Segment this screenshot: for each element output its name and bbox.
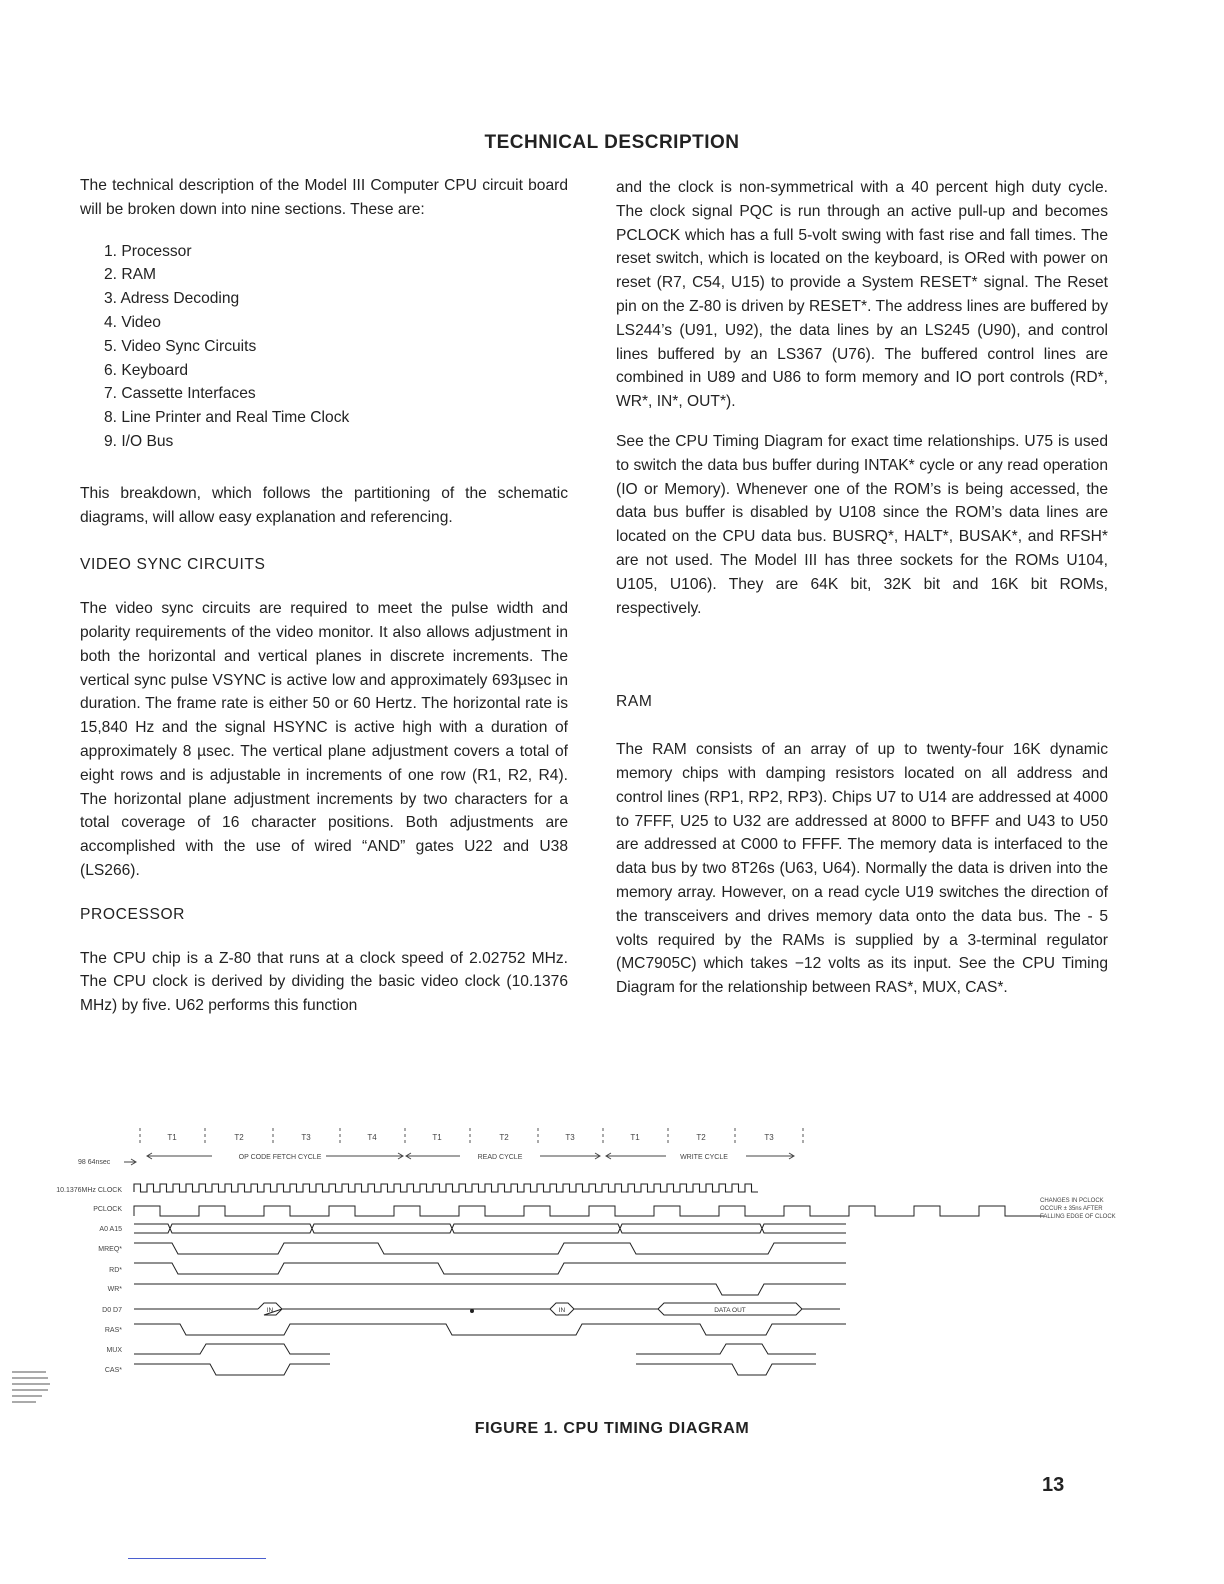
video-sync-paragraph: The video sync circuits are required to meet the pulse width and polarity requirements of the video monitor. It also allows adjustment in both the horizontal and vertical planes in discrete increments. The vertical sync pulse VSYNC is active low and approximately 693µsec in duration. The frame rate is either 50 or 60 Hertz. The horizontal rate is 15,840 Hz and the signal HSYNC is active high with a duration of approximately 8 µsec. The vertical plane adjustment covers a total of eight rows and is adjustable in increments of one row (R1, R2, R4). The horizontal plane adjustment increments by two characters for a total coverage of 16 character positions. Both adjustments are accomplished with the use of wired “AND” gates U22 and U38 (LS266). (80, 600, 568, 879)
signal-label: WR* (107, 1286, 122, 1293)
section-item-1: 1. Processor (104, 242, 192, 260)
intro-paragraph: The technical description of the Model III Computer CPU circuit board will be broken down into nine sections. These are: (80, 177, 568, 218)
t-state-labels (167, 1133, 774, 1142)
signal-labels (56, 1187, 122, 1374)
ram-paragraph: The RAM consists of an array of up to twenty-four 16K dynamic memory chips with damping resistors located on all address and control lines (RP1, RP2, RP3). Chips U7 to U14 are addressed at 4000 to 7FFF, U25 to U32 are addressed at 8000 to BFFF and U43 to U50 are addressed at C000 to FFFF. The memory data is interfaced to the data bus by two 8T26s (U63, U64). Normally the data is driven into the memory array. However, on a read cycle U19 switches the direction of the transceivers and drives memory data onto the data bus. The - 5 volts required by the RAMs is supplied by a 3-terminal regulator (MC7905C) which takes −12 volts as its input. See the CPU Timing Diagram for the relationship between RAS*, MUX, CAS*. (616, 741, 1108, 997)
mux-waveform (134, 1344, 816, 1354)
section-item-2: 2. RAM (104, 266, 156, 284)
signal-label: CAS* (104, 1367, 122, 1374)
signal-label: D0 D7 (102, 1307, 122, 1314)
rd-waveform (134, 1263, 846, 1274)
video-sync-heading: VIDEO SYNC CIRCUITS (80, 556, 266, 574)
signal-label: RD* (109, 1267, 122, 1274)
period-label: 98 64nsec (78, 1159, 111, 1166)
mreq-waveform (134, 1243, 846, 1254)
signal-label: MUX (106, 1347, 122, 1354)
note-line: CHANGES IN PCLOCK (1040, 1198, 1104, 1204)
signal-label: PCLOCK (93, 1206, 122, 1213)
section-item-4: 4. Video (104, 313, 161, 331)
processor-paragraph: The CPU chip is a Z-80 that runs at a clock speed of 2.02752 MHz. The CPU clock is derived by dividing the basic video clock (10.1376 MHz) by five. U62 performs this function (80, 949, 568, 1015)
t-label: T3 (565, 1133, 575, 1142)
section-item-9: 9. I/O Bus (104, 432, 174, 450)
section-item-7: 7. Cassette Interfaces (104, 385, 256, 403)
t-label: T1 (167, 1133, 177, 1142)
t-label: T1 (630, 1133, 640, 1142)
clock-waveform (134, 1184, 758, 1192)
page-title: TECHNICAL DESCRIPTION (484, 132, 740, 153)
signal-label: A0 A15 (99, 1226, 122, 1233)
cycle-arrows (78, 1153, 794, 1166)
ram-heading: RAM (616, 693, 653, 711)
sections-list (80, 240, 568, 454)
t-label: T4 (367, 1133, 377, 1142)
left-column (80, 174, 568, 1018)
binder-hole-marks (12, 1364, 62, 1412)
note-line: OCCUR ± 35ns AFTER (1040, 1206, 1103, 1212)
section-item-8: 8. Line Printer and Real Time Clock (104, 409, 350, 427)
in-label: IN (558, 1307, 566, 1314)
ras-waveform (134, 1324, 846, 1335)
address-bus-waveform (134, 1224, 846, 1233)
signal-label: MREQ* (98, 1246, 122, 1253)
t-label: T3 (764, 1133, 774, 1142)
breakdown-paragraph: This breakdown, which follows the partitioning of the schematic diagrams, will allow easy explanation and referencing. (80, 484, 568, 526)
section-item-6: 6. Keyboard (104, 361, 189, 379)
cycle-label: READ CYCLE (477, 1154, 523, 1161)
signal-label: RAS* (104, 1327, 122, 1334)
cas-waveform (134, 1364, 816, 1375)
figure-caption: FIGURE 1. CPU TIMING DIAGRAM (474, 1420, 750, 1437)
wr-waveform (134, 1284, 846, 1295)
section-item-3: 3. Adress Decoding (104, 290, 240, 308)
cycle-label: OP CODE FETCH CYCLE (238, 1154, 322, 1161)
section-item-5: 5. Video Sync Circuits (104, 337, 257, 355)
processor-heading: PROCESSOR (80, 905, 186, 923)
page-number: 13 (1042, 1474, 1065, 1496)
right-column (616, 176, 1108, 1000)
signal-label: 10.1376MHz CLOCK (56, 1187, 122, 1194)
data-bus-waveform (134, 1303, 840, 1315)
clock-note (1040, 1198, 1116, 1220)
processor-continued-paragraph: and the clock is non-symmetrical with a 40 percent high duty cycle. The clock signal PQC is run through an active pull-up and becomes PCLOCK which has a full 5-volt swing with fast rise and fall times. The reset switch, which is located on the keyboard, is ORed with power on reset (R7, C54, U15) to provide a System RESET* signal. The Reset pin on the Z-80 is driven by RESET*. The address lines are buffered by LS244’s (U91, U92), the data lines by an LS245 (U90), and control lines buffered by an LS367 (U76). The buffered control lines are combined in U89 and U86 to form memory and IO port controls (RD*, WR*, IN*, OUT*). (616, 179, 1108, 411)
t-label: T1 (432, 1133, 442, 1142)
t-label: T2 (499, 1133, 509, 1142)
timing-paragraph: See the CPU Timing Diagram for exact time relationships. U75 is used to switch the data bus buffer during INTAK* cycle or any read operation (IO or Memory). Whenever one of the ROM’s is being accessed, the data bus buffer is disabled by U108 since the ROM’s data lines are located on the CPU data bus. BUSRQ*, HALT*, BUSAK*, and RFSH* are not used. The Model III has three sockets for the ROMs U104, U105, U106). They are 64K bit, 32K bit and 16K bit ROMs, respectively. (616, 432, 1108, 617)
pclock-waveform (134, 1206, 1044, 1216)
in-label: IN (266, 1307, 274, 1314)
cpu-timing-diagram (40, 1122, 1190, 1402)
t-label: T3 (301, 1133, 311, 1142)
t-label: T2 (696, 1133, 706, 1142)
cycle-label: WRITE CYCLE (680, 1154, 728, 1161)
data-out-label: DATA OUT (714, 1307, 746, 1314)
footer-rule (128, 1558, 266, 1559)
t-label: T2 (234, 1133, 244, 1142)
note-line: FALLING EDGE OF CLOCK (1040, 1214, 1116, 1220)
